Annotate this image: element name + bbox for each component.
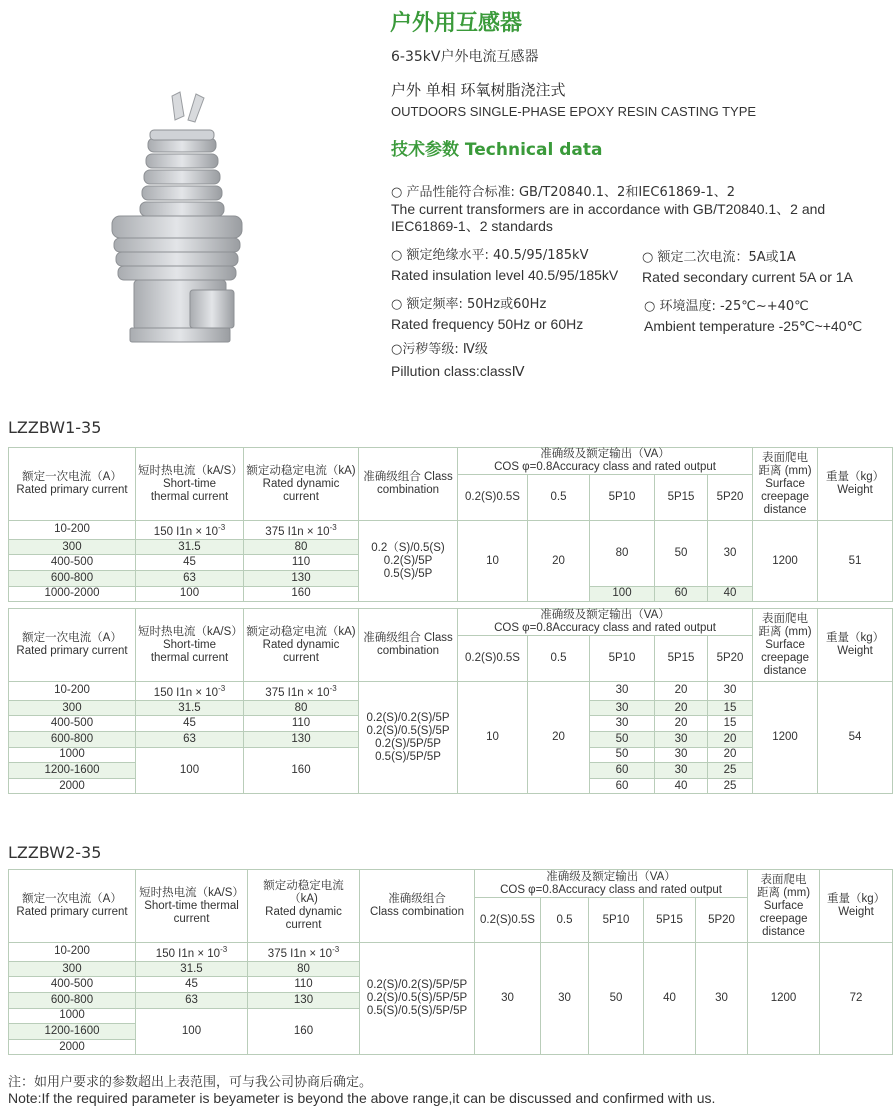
table-lzzbw2: 额定一次电流（A） Rated primary current 短时热电流（kA/S） Short-time thermal current 额定动稳定电流（kA) Rated dynamic current 准确级组合 Class combination 准确级及额定输出（VA） COS φ=0.8Accuracy class and rated output 表面爬电 距离 (mm) Surface creepage distance 重量（kg） Weight 0.2(S)0.5S 0.5 5P10 5P15 5P20 10-200 150 $I1n \times 10^{-3}$ 375 $I1n \times 10^{-3}$ 0.2(S)/0.2(S)/5P/5P 0.2(S)/0.5(S)/5P/5P 0.5(S)/0.5(S)/5P/5P 30 30 50 40 30 1200 72 300 31.5 80 400-500 45 110 600-800 63 130 1000 100 160 1200-1600 2000 bbox=[8, 869, 893, 1055]
col-rated-primary: 额定一次电流（A） Rated primary current bbox=[9, 448, 136, 521]
col-dynamic: 额定动稳定电流（kA) Rated dynamic current bbox=[244, 448, 359, 521]
table-row: 10-200 bbox=[9, 521, 136, 540]
spec-standard: ○ 产品性能符合标准: GB/T20840.1、2和IEC61869-1、2 The current transformers are in accordance with GB/T20840.1、2 and IEC61869-1、2 standards bbox=[391, 185, 826, 234]
footnote-cn: 注：如用户要求的参数超出上表范围，可与我公司协商后确定。 bbox=[8, 1075, 373, 1090]
model-name-lzzbw1: LZZBW1-35 bbox=[8, 418, 102, 437]
spec-secondary-current: ○ 额定二次电流：5A或1A Rated secondary current 5A or 1A bbox=[642, 250, 853, 285]
table-row: 10-200 bbox=[9, 943, 136, 962]
type-cn: 户外 单相 环氧树脂浇注式 bbox=[391, 81, 566, 99]
tech-heading: 技术参数 Technical data bbox=[391, 140, 603, 160]
spec-frequency: ○ 额定频率: 50Hz或60Hz Rated frequency 50Hz or 60Hz bbox=[391, 297, 584, 332]
col-weight: 重量（kg） Weight bbox=[818, 448, 893, 521]
spec-insulation: ○ 额定绝缘水平: 40.5/95/185kV Rated insulation level 40.5/95/185kV bbox=[391, 248, 619, 283]
transformer-product-image bbox=[100, 90, 270, 360]
col-creepage: 表面爬电 距离 (mm) Surface creepage distance bbox=[753, 448, 818, 521]
footnote-en: Note:If the required parameter is beyameter is beyond the above range,it can be discussed and confirmed with us. bbox=[8, 1090, 716, 1106]
col-combination: 准确级组合 Class combination bbox=[359, 448, 458, 521]
page-title: 户外用互感器 bbox=[390, 11, 523, 36]
model-name-lzzbw2: LZZBW2-35 bbox=[8, 843, 102, 862]
table-lzzbw1-a: 额定一次电流（A） Rated primary current 短时热电流（kA/S） Short-time thermal current 额定动稳定电流（kA) Rated dynamic current 准确级组合 Class combination 准确级及额定输出（VA） COS φ=0.8Accuracy class and rated output 表面爬电 距离 (mm) Surface creepage distance 重量（kg） Weight 0.2(S)0.5S 0.5 5P10 5P15 5P20 10-200 150 $I1n \times 10^{-3}$ 375 $I1n \times 10^{-3}$ 0.2（S)/0.5(S) 0.2(S)/5P 0.5(S)/5P 10 20 80 50 30 1200 51 300 31.5 80 400-500 45 110 600-800 63 130 1000-2000 100 160 100 60 40 bbox=[8, 447, 893, 602]
table-lzzbw1-b: 额定一次电流（A） Rated primary current 短时热电流（kA/S） Short-time thermal current 额定动稳定电流（kA) Rated dynamic current 准确级组合 Class combination 准确级及额定输出（VA） COS φ=0.8Accuracy class and rated output 表面爬电 距离 (mm) Surface creepage distance 重量（kg） Weight 0.2(S)0.5S 0.5 5P10 5P15 5P20 10-200 150 $I1n \times 10^{-3}$ 375 $I1n \times 10^{-3}$ 0.2(S)/0.2(S)/5P 0.2(S)/0.5(S)/5P 0.2(S)/5P/5P 0.5(S)/5P/5P 10 20 30 20 30 1200 54 300 31.5 80 30 20 15 400-500 45 110 30 20 15 600-800 63 130 50 30 20 1000 100 160 50 30 20 1200-1600 60 30 25 2000 60 40 25 bbox=[8, 608, 893, 794]
spec-ambient: ○ 环境温度: -25℃~+40℃ Ambient temperature -25℃~+40℃ bbox=[644, 299, 863, 334]
spec-pollution: ○污秽等级: Ⅳ级 Pillution class:classⅣ bbox=[391, 342, 525, 379]
col-short-time: 短时热电流（kA/S） Short-time thermal current bbox=[136, 448, 244, 521]
page-subtitle: 6-35kV户外电流互感器 bbox=[391, 49, 539, 65]
col-output-group: 准确级及额定输出（VA） COS φ=0.8Accuracy class and rated output bbox=[458, 448, 753, 475]
type-en: OUTDOORS SINGLE-PHASE EPOXY RESIN CASTING TYPE bbox=[391, 104, 757, 119]
table-row: 10-200 bbox=[9, 682, 136, 701]
